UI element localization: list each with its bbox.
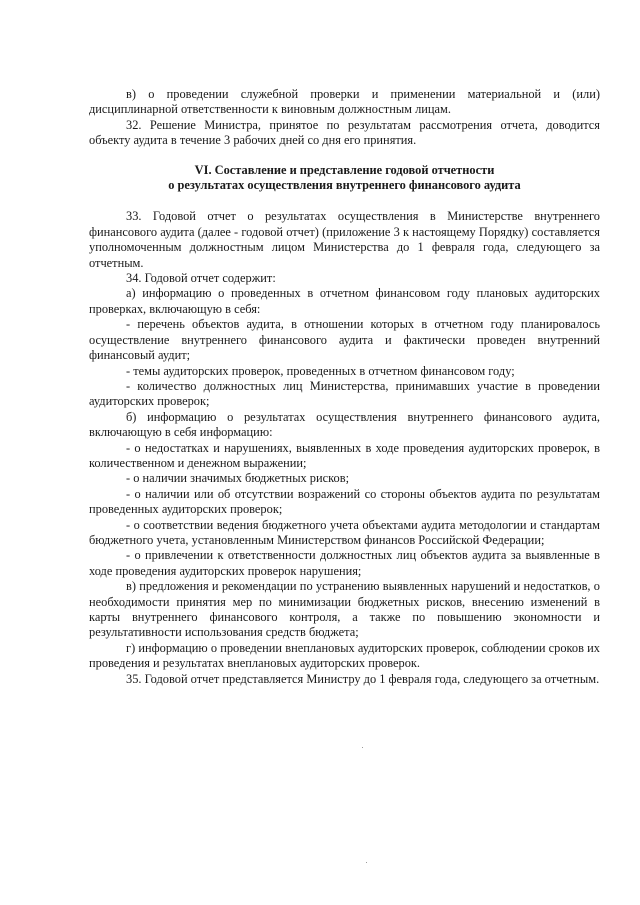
list-item-b: б) информацию о результатах осуществления внутреннего финансового аудита, включающую в себя информацию: xyxy=(89,409,600,440)
paragraph-35: 35. Годовой отчет представляется Министру до 1 февраля года, следующего за отчетным. xyxy=(126,671,600,686)
paragraph-34: 34. Годовой отчет содержит: xyxy=(126,271,276,286)
list-item-v: в) предложения и рекомендации по устранению выявленных нарушений и недостатков, о необходимости принятия мер по минимизации бюджетных рисков, внесению изменений в карты внутреннего финансового контроля, а также по повышению экономности и результативности использования средств бюджета; xyxy=(89,579,600,640)
list-item-a: а) информацию о проведенных в отчетном финансовом году плановых аудиторских проверках, включающую в себя: xyxy=(89,286,600,316)
section-heading-line-2: о результатах осуществления внутреннего финансового аудита xyxy=(168,178,521,193)
scan-speck xyxy=(362,747,363,748)
list-subitem-a-2: - темы аудиторских проверок, проведенных в отчетном финансовом году; xyxy=(126,363,515,378)
scan-speck xyxy=(366,862,367,863)
list-subitem-a-1: - перечень объектов аудита, в отношении которых в отчетном году планировалось осуществление внутреннего финансового аудита и фактически проведен внутренний финансовый аудит; xyxy=(89,317,600,363)
section-heading xyxy=(89,163,600,194)
list-subitem-b-5: - о привлечении к ответственности должностных лиц объектов аудита за выявленные в ходе проведения аудиторских проверок нарушения; xyxy=(89,548,600,578)
paragraph-32: 32. Решение Министра, принятое по результатам рассмотрения отчета, доводится объекту аудита в течение 3 рабочих дней со дня его принятия. xyxy=(89,117,600,148)
section-heading-line-1: VI. Составление и представление годовой отчетности xyxy=(194,162,495,177)
list-subitem-b-3: - о наличии или об отсутствии возражений со стороны объектов аудита по результатам проведенных аудиторских проверок; xyxy=(89,486,600,517)
paragraph-item-v-continuation: в) о проведении служебной проверки и применении материальной и (или) дисциплинарной ответственности к виновным должностным лицам. xyxy=(89,87,600,117)
document-body xyxy=(89,87,600,687)
list-subitem-b-1: - о недостатках и нарушениях, выявленных в ходе проведения аудиторских проверок, в количественном и денежном выражении; xyxy=(89,440,600,470)
list-subitem-b-2: - о наличии значимых бюджетных рисков; xyxy=(126,471,350,486)
paragraph-33: 33. Годовой отчет о результатах осуществления в Министерстве внутреннего финансового аудита (далее - годовой отчет) (приложение 3 к настоящему Порядку) составляется уполномоченным должностным лицом Министерства до 1 февраля года, следующего за отчетным. xyxy=(89,209,600,270)
list-subitem-a-3: - количество должностных лиц Министерства, принимавших участие в проведении аудиторских проверок; xyxy=(89,378,600,409)
list-item-g: г) информацию о проведении внеплановых аудиторских проверок, соблюдении сроков их проведения и результатах внеплановых аудиторских проверок. xyxy=(89,640,600,671)
list-subitem-b-4: - о соответствии ведения бюджетного учета объектами аудита методологии и стандартам бюджетного учета, установленным Министерством финансов Российской Федерации; xyxy=(89,517,600,547)
